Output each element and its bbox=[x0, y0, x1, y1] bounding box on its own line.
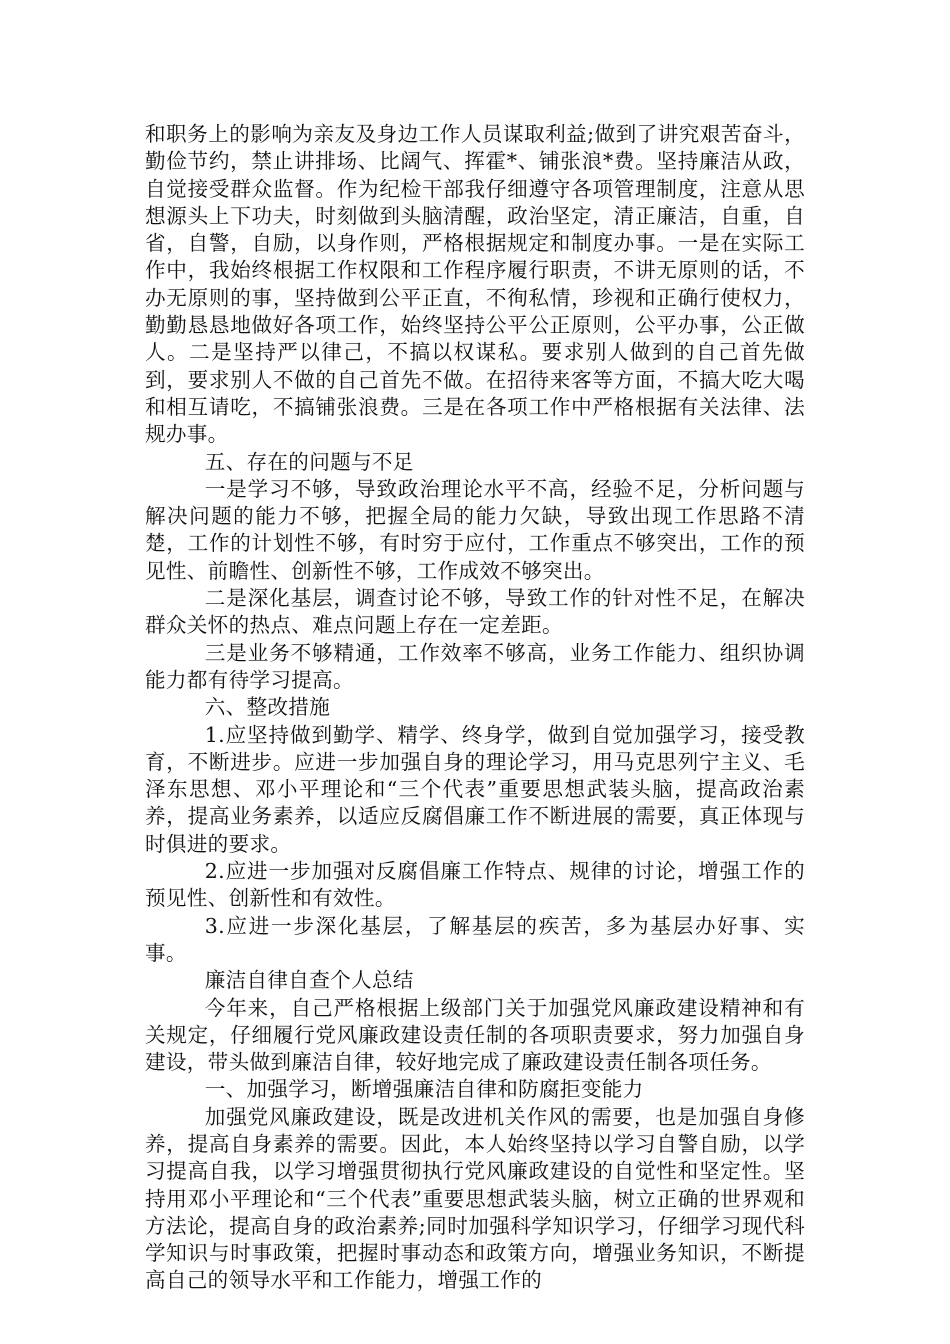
section-heading-6-measures: 六、整改措施 bbox=[204, 695, 331, 720]
document-title-summary: 廉洁自律自查个人总结 bbox=[204, 968, 414, 993]
document-page bbox=[145, 121, 805, 1295]
body-paragraph-5: 今年来，自己严格根据上级部门关于加强党风廉政建设精神和有关规定，仔细履行党风廉政建设责任制的各项职责要求，努力加强自身建设，带头做到廉洁自律，较好地完成了廉政建设责任制各项任务。 bbox=[145, 995, 805, 1075]
body-paragraph-1: 和职务上的影响为亲友及身边工作人员谋取利益;做到了讲究艰苦奋斗，勤俭节约，禁止讲排场、比阔气、挥霍*、铺张浪*费。坚持廉洁从政，自觉接受群众监督。作为纪检干部我仔细遵守各项管理制度，注意从思想源头上下功夫，时刻做到头脑清醒，政治坚定，清正廉洁，自重，自省，自警，自励，以身作则，严格根据规定和制度办事。一是在实际工作中，我始终根据工作权限和工作程序履行职责，不讲无原则的话，不办无原则的事，坚持做到公平正直，不徇私情，珍视和正确行使权力，勤勤恳恳地做好各项工作，始终坚持公平公正原则，公平办事，公正做人。二是坚持严以律己，不搞以权谋私。要求别人做到的自己首先做到，要求别人不做的自己首先不做。在招待来客等方面，不搞大吃大喝和相互请吃，不搞铺张浪费。三是在各项工作中严格根据有关法律、法规办事。 bbox=[145, 122, 805, 447]
section-heading-1-study: 一、加强学习，断增强廉洁自律和防腐拒变能力 bbox=[204, 1077, 644, 1102]
body-paragraph-6: 加强党风廉政建设，既是改进机关作风的需要，也是加强自身修养，提高自身素养的需要。因此，本人始终坚持以学习自警自励，以学习提高自我，以学习增强贯彻执行党风廉政建设的自觉性和坚定性。坚持用邓小平理论和“三个代表”重要思想武装头脑，树立正确的世界观和方法论，提高自身的政治素养;同时加强科学知识学习，仔细学习现代科学知识与时事政策，把握时事动态和政策方向，增强业务知识，不断提高自己的领导水平和工作能力，增强工作的 bbox=[145, 1104, 805, 1293]
body-paragraph-2: 一是学习不够，导致政治理论水平不高，经验不足，分析问题与解决问题的能力不够，把握全局的能力欠缺，导致出现工作思路不清楚，工作的计划性不够，有时穷于应付，工作重点不够突出，工作的预见性、前瞻性、创新性不够，工作成效不够突出。 bbox=[145, 476, 805, 583]
section-heading-5-problems: 五、存在的问题与不足 bbox=[204, 449, 414, 474]
body-paragraph-3: 二是深化基层，调查讨论不够，导致工作的针对性不足，在解决群众关怀的热点、难点问题上存在一定差距。 bbox=[145, 586, 805, 638]
measure-item-1: 1.应坚持做到勤学、精学、终身学，做到自觉加强学习，接受教育，不断进步。应进一步加强自身的理论学习，用马克思列宁主义、毛泽东思想、邓小平理论和“三个代表”重要思想武装头脑，提高政治素养，提高业务素养，以适应反腐倡廉工作不断进展的需要，真正体现与时俱进的要求。 bbox=[145, 722, 805, 856]
body-paragraph-4: 三是业务不够精通，工作效率不够高，业务工作能力、组织协调能力都有待学习提高。 bbox=[145, 640, 805, 692]
measure-item-3: 3.应进一步深化基层，了解基层的疾苦，多为基层办好事、实事。 bbox=[145, 913, 805, 965]
measure-item-2: 2.应进一步加强对反腐倡廉工作特点、规律的讨论，增强工作的预见性、创新性和有效性。 bbox=[145, 859, 805, 911]
